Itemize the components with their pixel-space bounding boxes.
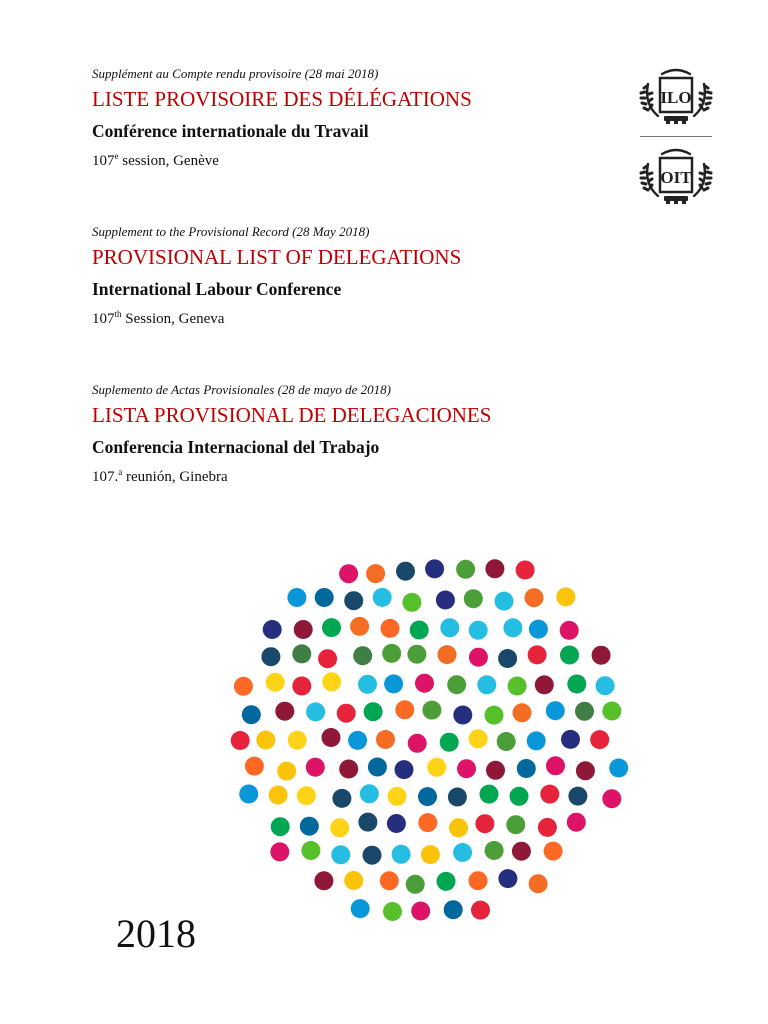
decorative-dot bbox=[503, 618, 522, 637]
decorative-dot bbox=[538, 818, 557, 837]
decorative-dot bbox=[422, 701, 441, 720]
decorative-dot bbox=[269, 786, 288, 805]
session-number-en: 107 bbox=[92, 311, 115, 327]
decorative-dot bbox=[508, 677, 527, 696]
decorative-dot bbox=[408, 734, 427, 753]
decorative-dot bbox=[270, 842, 289, 861]
decorative-dot bbox=[449, 818, 468, 837]
decorative-dot bbox=[525, 588, 544, 607]
decorative-dot bbox=[358, 675, 377, 694]
decorative-dot bbox=[576, 761, 595, 780]
year: 2018 bbox=[116, 911, 196, 956]
decorative-dot bbox=[402, 593, 421, 612]
decorative-dot bbox=[231, 731, 250, 750]
decorative-dot bbox=[425, 559, 444, 578]
decorative-dot bbox=[358, 813, 377, 832]
decorative-dot bbox=[366, 564, 385, 583]
conference-name-en: International Labour Conference bbox=[92, 279, 342, 299]
decorative-dot bbox=[516, 561, 535, 580]
decorative-dot bbox=[382, 644, 401, 663]
decorative-dot bbox=[306, 758, 325, 777]
title-fr: LISTE PROVISOIRE DES DÉLÉGATIONS bbox=[92, 87, 472, 111]
decorative-dot bbox=[261, 647, 280, 666]
decorative-dot bbox=[381, 619, 400, 638]
decorative-dot bbox=[440, 733, 459, 752]
session-suffix-en: th bbox=[114, 309, 122, 319]
decorative-dot bbox=[410, 621, 429, 640]
decorative-dot bbox=[418, 813, 437, 832]
decorative-dot bbox=[292, 644, 311, 663]
decorative-dot bbox=[353, 646, 372, 665]
decorative-dot bbox=[546, 756, 565, 775]
decorative-dot bbox=[256, 731, 275, 750]
decorative-dot bbox=[395, 700, 414, 719]
decorative-dot bbox=[392, 845, 411, 864]
decorative-dot bbox=[395, 760, 414, 779]
session-suffix-fr: e bbox=[114, 151, 119, 161]
decorative-dot bbox=[602, 789, 621, 808]
decorative-dot bbox=[418, 787, 437, 806]
decorative-dot bbox=[271, 817, 290, 836]
decorative-dot bbox=[567, 813, 586, 832]
decorative-dot bbox=[561, 730, 580, 749]
decorative-dot bbox=[332, 789, 351, 808]
decorative-dot bbox=[314, 871, 333, 890]
decorative-dot bbox=[527, 731, 546, 750]
decorative-dot bbox=[568, 787, 587, 806]
decorative-dot bbox=[546, 701, 565, 720]
decorative-dot bbox=[360, 784, 379, 803]
decorative-dot bbox=[368, 758, 387, 777]
conference-name-es: Conferencia Internacional del Trabajo bbox=[92, 437, 380, 457]
decorative-dot bbox=[506, 815, 525, 834]
decorative-dot bbox=[544, 842, 563, 861]
decorative-dot bbox=[388, 787, 407, 806]
decorative-dot bbox=[590, 730, 609, 749]
decorative-dot bbox=[275, 702, 294, 721]
decorative-dot bbox=[471, 901, 490, 920]
decorative-dot bbox=[512, 842, 531, 861]
decorative-dot bbox=[380, 871, 399, 890]
decorative-dot bbox=[300, 817, 319, 836]
decorative-dot bbox=[575, 702, 594, 721]
decorative-dot bbox=[318, 649, 337, 668]
decorative-dot bbox=[421, 845, 440, 864]
decorative-dot bbox=[383, 902, 402, 921]
session-number-fr: 107 bbox=[92, 153, 115, 169]
decorative-dot bbox=[456, 560, 475, 579]
decorative-dot bbox=[331, 845, 350, 864]
decorative-dot bbox=[517, 759, 536, 778]
decorative-dot bbox=[315, 588, 334, 607]
decorative-dot bbox=[301, 841, 320, 860]
decorative-dot bbox=[436, 591, 455, 610]
decorative-dot bbox=[486, 761, 505, 780]
decorative-dot bbox=[477, 675, 496, 694]
decorative-dot bbox=[567, 675, 586, 694]
decorative-dot bbox=[560, 621, 579, 640]
decorative-dot bbox=[475, 814, 494, 833]
title-en: PROVISIONAL LIST OF DELEGATIONS bbox=[92, 245, 462, 269]
decorative-dot bbox=[266, 673, 285, 692]
session-place-en: Session, Geneva bbox=[121, 311, 225, 327]
decorative-dot bbox=[469, 729, 488, 748]
decorative-dot bbox=[348, 731, 367, 750]
decorative-dot bbox=[344, 591, 363, 610]
decorative-dot bbox=[498, 869, 517, 888]
decorative-dot bbox=[277, 762, 296, 781]
decorative-dot bbox=[384, 674, 403, 693]
decorative-dot bbox=[440, 618, 459, 637]
decorative-dot bbox=[294, 620, 313, 639]
decorative-dot bbox=[535, 675, 554, 694]
decorative-dot bbox=[596, 676, 615, 695]
decorative-dot bbox=[510, 787, 529, 806]
decorative-dot bbox=[415, 674, 434, 693]
decorative-dot bbox=[497, 732, 516, 751]
decorative-dot bbox=[239, 785, 258, 804]
decorative-dot bbox=[485, 706, 504, 725]
decorative-dot bbox=[485, 841, 504, 860]
decorative-dot bbox=[376, 730, 395, 749]
decorative-dot bbox=[447, 675, 466, 694]
decorative-dot bbox=[407, 645, 426, 664]
supplement-line-es: Suplemento de Actas Provisionales (28 de mayo de 2018) bbox=[92, 382, 391, 397]
decorative-dot bbox=[469, 871, 488, 890]
decorative-dot bbox=[364, 702, 383, 721]
title-es: LISTA PROVISIONAL DE DELEGACIONES bbox=[92, 403, 492, 427]
decorative-dot bbox=[529, 620, 548, 639]
session-suffix-es: a bbox=[118, 467, 123, 477]
decorative-dot bbox=[556, 587, 575, 606]
decorative-dot bbox=[234, 677, 253, 696]
decorative-dot bbox=[464, 589, 483, 608]
decorative-dot bbox=[560, 646, 579, 665]
supplement-line-en: Supplement to the Provisional Record (28 May 2018) bbox=[92, 224, 370, 239]
decorative-dot bbox=[337, 704, 356, 723]
decorative-dot bbox=[322, 728, 341, 747]
decorative-dot bbox=[453, 843, 472, 862]
decorative-dot bbox=[322, 618, 341, 637]
decorative-dot bbox=[444, 900, 463, 919]
decorative-dot bbox=[350, 617, 369, 636]
decorative-dot bbox=[485, 559, 504, 578]
supplement-line-fr: Supplément au Compte rendu provisoire (28 mai 2018) bbox=[92, 66, 379, 81]
decorative-dot bbox=[292, 677, 311, 696]
decorative-dot bbox=[592, 646, 611, 665]
session-number-es: 107. bbox=[92, 469, 119, 485]
decorative-dot bbox=[363, 846, 382, 865]
decorative-dot bbox=[540, 785, 559, 804]
decorative-dot bbox=[373, 588, 392, 607]
decorative-dot bbox=[609, 759, 628, 778]
conference-name-fr: Conférence internationale du Travail bbox=[92, 121, 369, 141]
decorative-dot bbox=[528, 645, 547, 664]
session-place-fr: session, Genève bbox=[118, 153, 219, 169]
decorative-dot bbox=[498, 649, 517, 668]
decorative-dot bbox=[322, 672, 341, 691]
decorative-dot bbox=[469, 648, 488, 667]
decorative-dot bbox=[448, 788, 467, 807]
decorative-dot bbox=[344, 871, 363, 890]
decorative-dot bbox=[351, 899, 370, 918]
decorative-dot bbox=[287, 588, 306, 607]
decorative-dot bbox=[438, 645, 457, 664]
decorative-dot bbox=[457, 759, 476, 778]
decorative-dot bbox=[330, 818, 349, 837]
decorative-dot bbox=[495, 592, 514, 611]
decorative-dot bbox=[263, 620, 282, 639]
decorative-dot bbox=[602, 702, 621, 721]
decorative-dot bbox=[427, 758, 446, 777]
decorative-dot bbox=[406, 875, 425, 894]
ilo-logo-text: ILO bbox=[660, 88, 692, 107]
decorative-dot bbox=[513, 703, 532, 722]
decorative-dot bbox=[245, 757, 264, 776]
session-place-es: reunión, Ginebra bbox=[122, 469, 228, 485]
oit-logo-text: OIT bbox=[660, 168, 692, 187]
decorative-dot bbox=[339, 564, 358, 583]
decorative-dot bbox=[387, 814, 406, 833]
decorative-dot bbox=[242, 705, 261, 724]
decorative-dot bbox=[288, 731, 307, 750]
decorative-dot bbox=[480, 785, 499, 804]
decorative-dot bbox=[453, 706, 472, 725]
decorative-dot bbox=[469, 621, 488, 640]
decorative-dot bbox=[297, 786, 316, 805]
decorative-dot bbox=[411, 902, 430, 921]
decorative-dot bbox=[306, 702, 325, 721]
decorative-dot bbox=[437, 872, 456, 891]
decorative-dot bbox=[339, 760, 358, 779]
decorative-dot bbox=[396, 562, 415, 581]
decorative-dot bbox=[529, 874, 548, 893]
